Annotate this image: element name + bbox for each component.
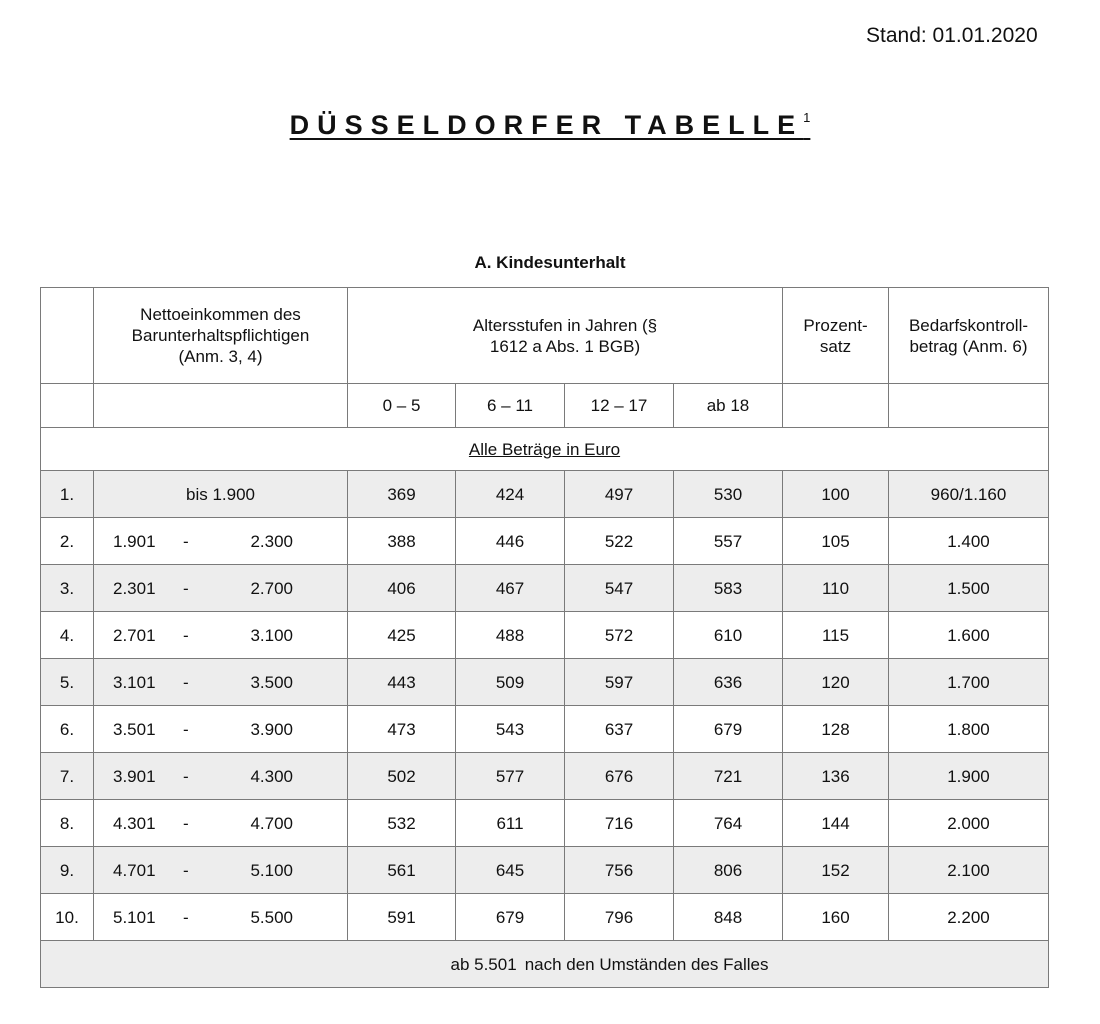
row-number: 1. <box>41 471 94 518</box>
income-to: 3.500 <box>250 672 293 692</box>
control-amount: 1.800 <box>889 706 1049 753</box>
table-row <box>41 659 1049 706</box>
table-row <box>41 706 1049 753</box>
stand-date: Stand: 01.01.2020 <box>866 24 1038 47</box>
control-amount: 960/1.160 <box>889 471 1049 518</box>
amount-age-3: 721 <box>674 753 783 800</box>
amount-age-0: 406 <box>348 565 456 612</box>
amount-age-2: 547 <box>565 565 674 612</box>
income-range-inner <box>94 894 347 940</box>
percent-value: 110 <box>783 565 889 612</box>
percent-value: 128 <box>783 706 889 753</box>
income-from: 4.301 <box>113 813 156 833</box>
amount-age-3: 636 <box>674 659 783 706</box>
amount-age-0: 591 <box>348 894 456 941</box>
table-row <box>41 518 1049 565</box>
income-from: 3.101 <box>113 672 156 692</box>
amount-age-3: 764 <box>674 800 783 847</box>
income-range <box>94 800 348 847</box>
income-from: 4.701 <box>113 860 156 880</box>
table-row <box>41 612 1049 659</box>
amount-age-3: 557 <box>674 518 783 565</box>
income-from: 1.901 <box>113 531 156 551</box>
amount-age-3: 848 <box>674 894 783 941</box>
row-number: 2. <box>41 518 94 565</box>
income-from: 5.101 <box>113 907 156 927</box>
amount-age-3: 530 <box>674 471 783 518</box>
row-number: 5. <box>41 659 94 706</box>
amount-age-1: 467 <box>456 565 565 612</box>
income-range-inner <box>94 612 347 658</box>
row-number: 9. <box>41 847 94 894</box>
income-from: 2.701 <box>113 625 156 645</box>
age-group-1: 6 – 11 <box>456 384 565 428</box>
row-number: 10. <box>41 894 94 941</box>
table-row <box>41 753 1049 800</box>
row-number: 8. <box>41 800 94 847</box>
amount-age-0: 388 <box>348 518 456 565</box>
amount-age-0: 443 <box>348 659 456 706</box>
income-range-inner <box>94 659 347 705</box>
amount-age-1: 543 <box>456 706 565 753</box>
range-separator: - <box>183 719 189 739</box>
table-row <box>41 894 1049 941</box>
table-row <box>41 471 1049 518</box>
amount-age-0: 561 <box>348 847 456 894</box>
empty-cell <box>783 384 889 428</box>
percent-value: 144 <box>783 800 889 847</box>
range-separator: - <box>183 578 189 598</box>
control-amount: 2.000 <box>889 800 1049 847</box>
percent-value: 160 <box>783 894 889 941</box>
amount-age-2: 497 <box>565 471 674 518</box>
amount-age-0: 532 <box>348 800 456 847</box>
amount-age-0: 369 <box>348 471 456 518</box>
amount-age-1: 446 <box>456 518 565 565</box>
percent-value: 100 <box>783 471 889 518</box>
header-control-text: Bedarfskontroll- betrag (Anm. 6) <box>908 315 1029 356</box>
table-row <box>41 565 1049 612</box>
header-income <box>94 288 348 384</box>
amounts-note: Alle Beträge in Euro <box>468 439 621 459</box>
amount-age-2: 637 <box>565 706 674 753</box>
amount-age-2: 676 <box>565 753 674 800</box>
header-row <box>41 288 1049 384</box>
amount-age-0: 473 <box>348 706 456 753</box>
income-range <box>94 659 348 706</box>
section-title: A. Kindesunterhalt <box>474 253 626 272</box>
income-range <box>94 565 348 612</box>
amount-age-1: 577 <box>456 753 565 800</box>
amount-age-3: 610 <box>674 612 783 659</box>
amount-age-1: 509 <box>456 659 565 706</box>
income-range-inner <box>94 565 347 611</box>
amount-age-1: 611 <box>456 800 565 847</box>
percent-value: 105 <box>783 518 889 565</box>
income-range <box>94 518 348 565</box>
empty-cell <box>94 384 348 428</box>
row-number: 6. <box>41 706 94 753</box>
control-amount: 1.500 <box>889 565 1049 612</box>
last-row <box>41 941 1049 988</box>
amount-age-3: 583 <box>674 565 783 612</box>
control-amount: 2.200 <box>889 894 1049 941</box>
control-amount: 2.100 <box>889 847 1049 894</box>
income-range: bis 1.900 <box>94 471 348 518</box>
income-range-inner <box>94 800 347 846</box>
age-group-2: 12 – 17 <box>565 384 674 428</box>
amount-age-1: 424 <box>456 471 565 518</box>
income-range-inner <box>94 753 347 799</box>
income-to: 3.100 <box>250 625 293 645</box>
range-separator: - <box>183 860 189 880</box>
percent-value: 136 <box>783 753 889 800</box>
percent-value: 115 <box>783 612 889 659</box>
percent-value: 120 <box>783 659 889 706</box>
row-number: 4. <box>41 612 94 659</box>
age-group-0: 0 – 5 <box>348 384 456 428</box>
empty-cell <box>889 384 1049 428</box>
header-control <box>889 288 1049 384</box>
note-row <box>41 428 1049 471</box>
table-row <box>41 847 1049 894</box>
income-to: 2.300 <box>250 531 293 551</box>
header-ages <box>348 288 783 384</box>
range-separator: - <box>183 625 189 645</box>
income-range-inner <box>94 706 347 752</box>
income-from: 3.501 <box>113 719 156 739</box>
control-amount: 1.400 <box>889 518 1049 565</box>
income-to: 5.100 <box>250 860 293 880</box>
income-range-inner <box>94 518 347 564</box>
last-row-cell <box>41 941 1049 988</box>
row-number: 7. <box>41 753 94 800</box>
header-nr-cell <box>41 288 94 384</box>
amount-age-0: 502 <box>348 753 456 800</box>
header-percent-text: Prozent- satz <box>803 315 868 356</box>
row-number: 3. <box>41 565 94 612</box>
range-separator: - <box>183 766 189 786</box>
income-to: 5.500 <box>250 907 293 927</box>
income-to: 2.700 <box>250 578 293 598</box>
percent-value: 152 <box>783 847 889 894</box>
age-group-row <box>41 384 1049 428</box>
amount-age-3: 806 <box>674 847 783 894</box>
income-to: 4.300 <box>250 766 293 786</box>
amount-age-1: 488 <box>456 612 565 659</box>
income-range <box>94 847 348 894</box>
title-text: DÜSSELDORFER TABELLE <box>289 110 804 140</box>
amount-age-2: 572 <box>565 612 674 659</box>
range-separator: - <box>183 531 189 551</box>
income-range-inner <box>94 847 347 893</box>
amount-age-2: 756 <box>565 847 674 894</box>
amount-age-2: 597 <box>565 659 674 706</box>
control-amount: 1.900 <box>889 753 1049 800</box>
title-footnote: 1 <box>803 110 811 125</box>
amount-age-3: 679 <box>674 706 783 753</box>
table-row <box>41 800 1049 847</box>
amount-age-2: 716 <box>565 800 674 847</box>
control-amount: 1.700 <box>889 659 1049 706</box>
header-percent <box>783 288 889 384</box>
header-ages-text: Altersstufen in Jahren (§ 1612 a Abs. 1 BGB) <box>472 315 658 356</box>
amount-age-1: 679 <box>456 894 565 941</box>
income-range <box>94 706 348 753</box>
note-cell <box>41 428 1049 471</box>
range-separator: - <box>183 813 189 833</box>
amount-age-2: 796 <box>565 894 674 941</box>
page-title <box>290 110 811 141</box>
amount-age-2: 522 <box>565 518 674 565</box>
control-amount: 1.600 <box>889 612 1049 659</box>
last-row-income: ab 5.501 <box>450 954 517 974</box>
amount-age-1: 645 <box>456 847 565 894</box>
age-group-3: ab 18 <box>674 384 783 428</box>
range-separator: - <box>183 907 189 927</box>
empty-cell <box>41 384 94 428</box>
income-range <box>94 612 348 659</box>
range-separator: - <box>183 672 189 692</box>
income-from: 3.901 <box>113 766 156 786</box>
header-income-text: Nettoeinkommen des Barunterhaltspflichtigen (Anm. 3, 4) <box>131 305 310 366</box>
income-range <box>94 753 348 800</box>
support-table <box>40 287 1049 988</box>
income-to: 3.900 <box>250 719 293 739</box>
amount-age-0: 425 <box>348 612 456 659</box>
last-row-text: nach den Umständen des Falles <box>524 954 769 974</box>
income-from: 2.301 <box>113 578 156 598</box>
income-to: 4.700 <box>250 813 293 833</box>
income-range <box>94 894 348 941</box>
